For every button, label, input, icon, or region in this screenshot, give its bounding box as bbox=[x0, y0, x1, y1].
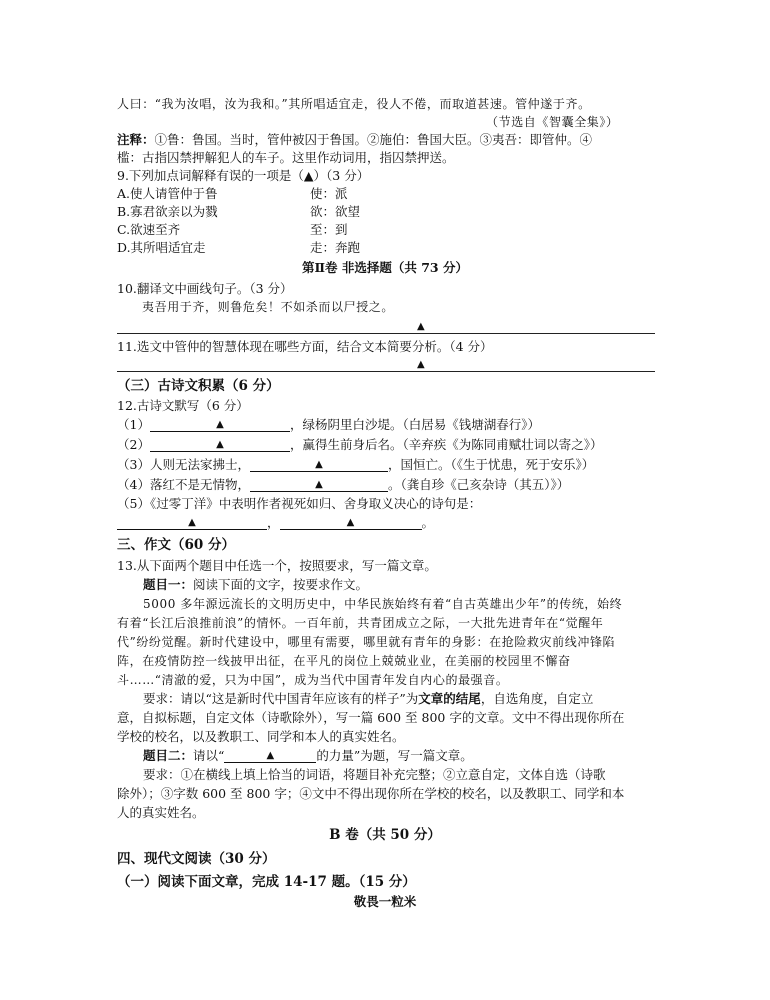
topic-2 bbox=[143, 747, 473, 765]
title-blank[interactable] bbox=[224, 748, 316, 763]
fill-blank[interactable] bbox=[250, 457, 388, 472]
material-line: 5000 多年源远流长的文明历史中，中华民族始终有着“自古英雄出少年”的传统，始终 bbox=[143, 597, 623, 611]
notes-label: 注释： bbox=[117, 132, 155, 147]
blank-mark: ▲ bbox=[266, 750, 275, 761]
q12-line-1 bbox=[117, 416, 540, 434]
topic-1-intro: 阅读下面的文字，按要求作文。 bbox=[193, 577, 369, 592]
fill-blank[interactable] bbox=[150, 417, 290, 432]
requirement-line: 意，自拟标题，自定文体（诗歌除外），写一篇 600 至 800 字的文章。文中不得出现你所在 bbox=[117, 710, 625, 725]
requirement-line: 人的真实姓名。 bbox=[117, 805, 205, 820]
fill-blank[interactable] bbox=[250, 477, 388, 492]
q12-line-2 bbox=[117, 436, 602, 454]
q9-option-c-gloss: 至：到 bbox=[310, 222, 348, 237]
topic-2-text: 的力量”为题，写一篇文章。 bbox=[316, 748, 473, 763]
q9-option-c: C.欲速至齐 bbox=[117, 222, 181, 237]
requirement-text: 要求：请以“这是新时代中国青年应该有的样子”为 bbox=[143, 691, 419, 706]
q12-line-5: （5）《过零丁洋》中表明作者视死如归、舍身取义决心的诗句是： bbox=[117, 496, 482, 511]
material-line: 代”纷纷觉醒。新时代建设中，哪里有需要，哪里就有青年的身影：在抢险救灾前线冲锋陷 bbox=[117, 635, 616, 649]
q9-option-a: A.使人请管仲于鲁 bbox=[117, 186, 218, 201]
requirement-emphasis: 文章的结尾 bbox=[418, 691, 481, 706]
answer-line bbox=[117, 371, 655, 372]
passage-source: （节选自《智囊全集》） bbox=[486, 115, 619, 129]
blank-mark: ▲ bbox=[315, 479, 323, 490]
section-3-heading: （三）古诗文积累（6 分） bbox=[117, 378, 280, 394]
fill-blank[interactable] bbox=[117, 515, 267, 530]
requirement-line bbox=[143, 690, 593, 708]
line-text: （3）人则无法家拂士， bbox=[117, 457, 250, 472]
line-text: ，赢得生前身后名。（辛弃疾《为陈同甫赋壮词以寄之》） bbox=[289, 437, 603, 452]
notes-line-1 bbox=[117, 131, 592, 149]
blank-mark: ▲ bbox=[188, 517, 196, 528]
q10-sentence: 夷吾用于齐，则鲁危矣！不如杀而以尸授之。 bbox=[142, 300, 395, 314]
essay-title: 敬畏一粒米 bbox=[353, 894, 417, 909]
q12-line-5-blanks bbox=[117, 514, 434, 532]
q9-option-a-gloss: 使：派 bbox=[310, 186, 348, 201]
comma: ， bbox=[267, 515, 280, 530]
passage-line: 人曰：“我为汝唱，汝为我和。”其所唱适宜走，役人不倦，而取道甚速。管仲遂于齐。 bbox=[117, 97, 591, 111]
answer-mark: ▲ bbox=[417, 321, 425, 332]
topic-2-text: 请以“ bbox=[193, 748, 225, 763]
requirement-line: 除外）；③字数 600 至 800 字；④文中不得出现你所在学校的校名，以及教职工、同学和本 bbox=[117, 786, 625, 801]
requirement-text: ，自选角度，自定立 bbox=[480, 691, 594, 706]
q13-stem: 13.从下面两个题目中任选一个，按照要求，写一篇文章。 bbox=[117, 558, 437, 573]
requirement-line: 要求：①在横线上填上恰当的词语，将题目补充完整；②立意自定，文体自选（诗歌 bbox=[143, 767, 606, 782]
part2-title: 第Ⅱ卷 非选择题（共 73 分） bbox=[302, 260, 468, 275]
line-text: 。（龚自珍《己亥杂诗（其五）》） bbox=[387, 477, 570, 492]
topic-2-label: 题目二： bbox=[143, 748, 194, 763]
q12-line-3 bbox=[117, 456, 594, 474]
blank-mark: ▲ bbox=[216, 419, 224, 430]
q12-line-4 bbox=[117, 476, 569, 494]
volume-b-title: B 卷（共 50 分） bbox=[329, 827, 441, 843]
material-line: 斗……“清澈的爱，只为中国”，成为当代中国青年发自内心的最强音。 bbox=[117, 673, 509, 687]
blank-mark: ▲ bbox=[346, 517, 355, 528]
section-4-heading: 四、现代文阅读（30 分） bbox=[117, 851, 276, 867]
q9-option-b: B.寡君欲亲以为戮 bbox=[117, 204, 218, 219]
material-line: 有着“长江后浪推前浪”的情怀。一百年前，共青团成立之际，一大批先进青年在“觉醒年 bbox=[117, 616, 604, 630]
q9-stem: 9.下列加点词解释有误的一项是（▲）（3 分） bbox=[117, 168, 370, 183]
answer-mark: ▲ bbox=[417, 359, 425, 370]
q9-option-b-gloss: 欲：欲望 bbox=[310, 204, 361, 219]
q9-option-d-gloss: 走：奔跑 bbox=[310, 240, 361, 255]
q9-option-d: D.其所唱适宜走 bbox=[117, 240, 206, 255]
fill-blank[interactable] bbox=[280, 515, 422, 530]
line-text: ，国恒亡。（《生于忧患，死于安乐》） bbox=[387, 457, 595, 472]
q10-stem: 10.翻译文中画线句子。（3 分） bbox=[117, 281, 293, 296]
blank-mark: ▲ bbox=[315, 459, 323, 470]
requirement-line: 学校的校名，以及教职工、同学和本人的真实姓名。 bbox=[117, 729, 405, 744]
fill-blank[interactable] bbox=[150, 437, 290, 452]
line-number: （2） bbox=[117, 437, 150, 452]
blank-mark: ▲ bbox=[216, 439, 224, 450]
writing-heading: 三、作文（60 分） bbox=[117, 537, 235, 553]
q12-stem: 12.古诗文默写（6 分） bbox=[117, 398, 249, 413]
reading-1-heading: （一）阅读下面文章，完成 14-17 题。（15 分） bbox=[117, 874, 416, 890]
line-text: ，绿杨阴里白沙堤。（白居易《钱塘湖春行》） bbox=[289, 417, 540, 432]
topic-1 bbox=[143, 576, 368, 594]
notes-line-2: 槛：古指囚禁押解犯人的车子。这里作动词用，指囚禁押送。 bbox=[117, 150, 455, 165]
line-text: （4）落红不是无情物， bbox=[117, 477, 250, 492]
topic-1-label: 题目一： bbox=[143, 577, 194, 592]
material-line: 阵，在疫情防控一线披甲出征，在平凡的岗位上兢兢业业，在美丽的校园里不懈奋 bbox=[117, 654, 571, 668]
notes-text-1: ①鲁：鲁国。当时，管仲被囚于鲁国。②施伯：鲁国大臣。③夷吾：即管仲。④ bbox=[154, 132, 593, 147]
line-number: （1） bbox=[117, 417, 150, 432]
period: 。 bbox=[421, 515, 435, 530]
answer-line bbox=[117, 333, 655, 334]
q11-stem: 11.选文中管仲的智慧体现在哪些方面，结合文本简要分析。（4 分） bbox=[117, 339, 493, 354]
